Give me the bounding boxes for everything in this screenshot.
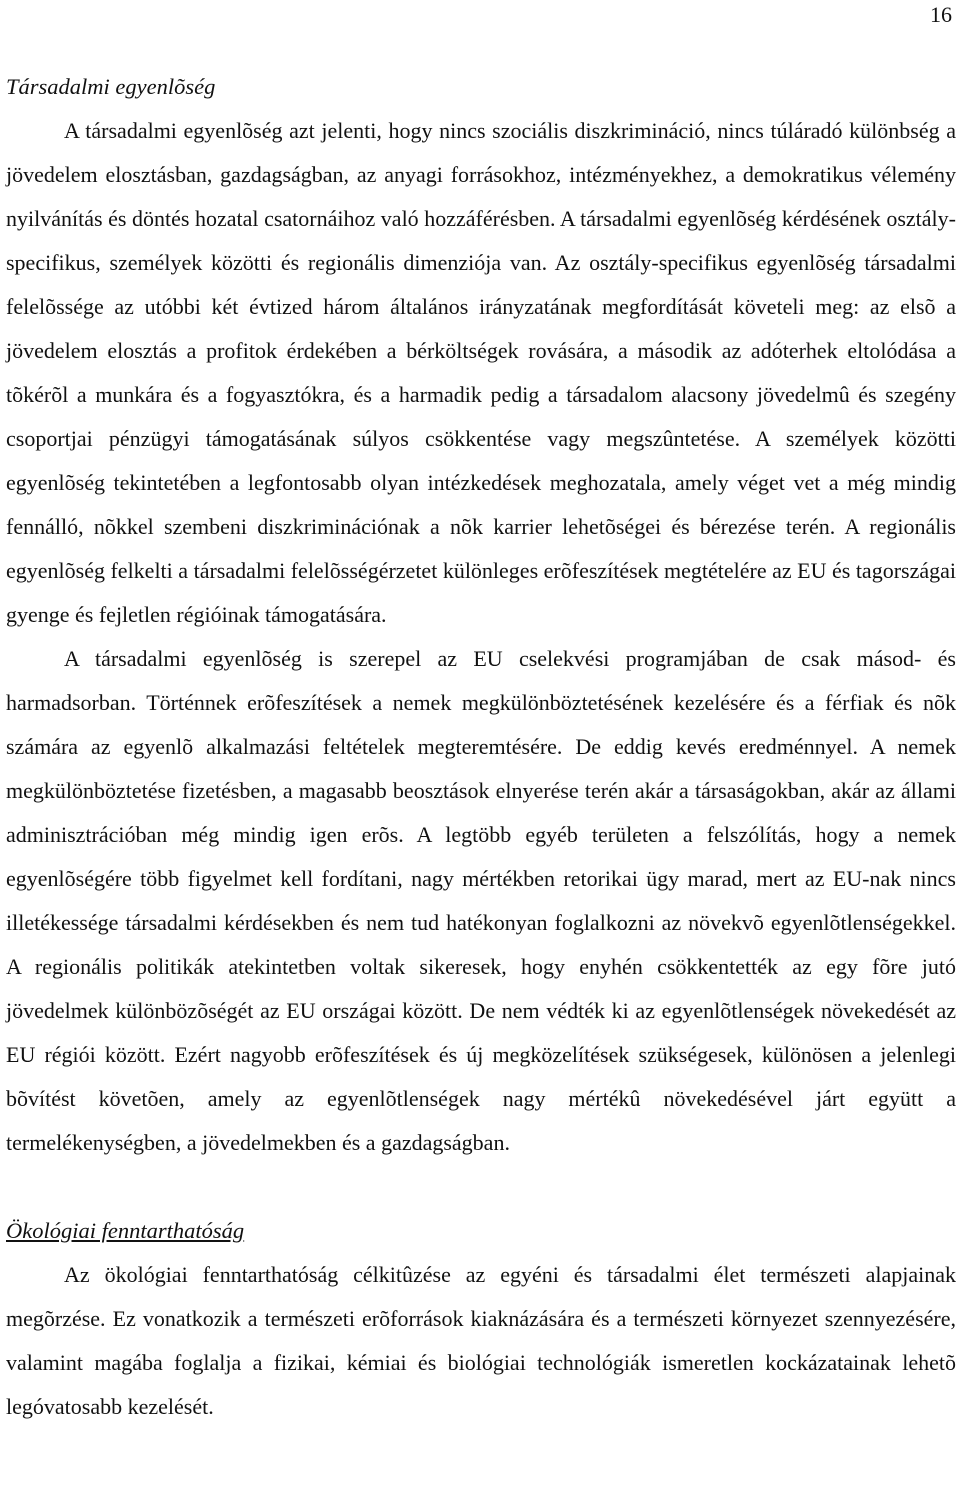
page-number: 16 [930, 2, 952, 27]
document-body [6, 65, 956, 1429]
section-heading-social-equality: Társadalmi egyenlõség [6, 74, 216, 99]
section-heading-ecological-sustainability: Ökológiai fenntarthatóság [6, 1218, 245, 1243]
paragraph: Az ökológiai fenntarthatóság célkitûzése az egyéni és társadalmi élet természeti alapjainak megõrzése. Ez vonatkozik a természeti erõforrások kiaknázására és a természeti környezet szennyezésére, valamint magába foglalja a fizikai, kémiai és biológiai technológiák ismeretlen kockázatainak lehetõ legóvatosabb kezelését. [6, 1262, 956, 1419]
section-spacer [6, 1165, 956, 1209]
paragraph: A társadalmi egyenlõség is szerepel az EU cselekvési programjában de csak másod- és harmadsorban. Történnek erõfeszítések a nemek megkülönböztetésének kezelésére és a férfiak és nõk számára az egyenlõ alkalmazási feltételek megteremtésére. De eddig kevés eredménnyel. A nemek megkülönböztetése fizetésben, a magasabb beosztások elnyerése terén akár a társaságokban, akár az állami adminisztrációban még mindig igen erõs. A legtöbb egyéb területen a felszólítás, hogy a nemek egyenlõségére több figyelmet kell fordítani, nagy mértékben retorikai ügy marad, mert az EU-nak nincs illetékessége társadalmi kérdésekben és nem tud hatékonyan foglalkozni az növekvõ egyenlõtlenségekkel. A regionális politikák atekintetben voltak sikeresek, hogy enyhén csökkentették az egy fõre jutó jövedelmek különbözõségét az EU országai között. De nem védték ki az egyenlõtlenségek növekedését az EU régiói között. Ezért nagyobb erõfeszítések és új megközelítések szükségesek, különösen a jelenlegi bõvítést követõen, amely az egyenlõtlenségek nagy mértékû növekedésével járt együtt a termelékenységben, a jövedelmekben és a gazdagságban. [6, 646, 956, 1155]
paragraph: A társadalmi egyenlõség azt jelenti, hogy nincs szociális diszkrimináció, nincs túláradó különbség a jövedelem elosztásban, gazdagságban, az anyagi forrásokhoz, intézményekhez, a demokratikus vélemény nyilvánítás és döntés hozatal csatornáihoz való hozzáférésben. A társadalmi egyenlõség kérdésének osztály-specifikus, személyek közötti és regionális dimenziója van. Az osztály-specifikus egyenlõség társadalmi felelõssége az utóbbi két évtized három általános irányzatának megfordítását követeli meg: az elsõ a jövedelem elosztás a profitok érdekében a bérköltségek rovására, a második az adóterhek eltolódása a tõkérõl a munkára és a fogyasztókra, és a harmadik pedig a társadalom alacsony jövedelmû és szegény csoportjai pénzügyi támogatásának súlyos csökkentése vagy megszûntetése. A személyek közötti egyenlõség tekintetében a legfontosabb olyan intézkedések meghozatala, amely véget vet a még mindig fennálló, nõkkel szembeni diszkriminációnak a nõk karrier lehetõségei és bérezése terén. A regionális egyenlõség felkelti a társadalmi felelõsségérzetet különleges erõfeszítések megtételére az EU és tagországai gyenge és fejletlen régióinak támogatására. [6, 118, 956, 627]
